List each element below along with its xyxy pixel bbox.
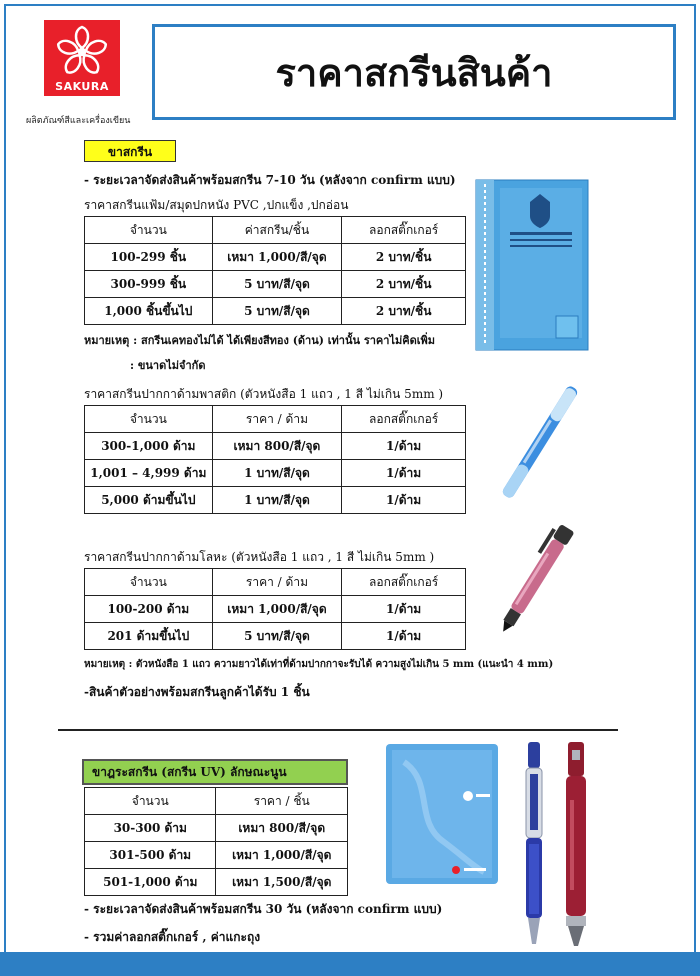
table-row — [85, 487, 466, 514]
section-divider — [58, 729, 618, 731]
table-row — [85, 869, 348, 896]
table-cell: 2 บาท/ชิ้น — [342, 298, 466, 325]
table-header-row — [85, 406, 466, 433]
column-header: ราคา / ด้าม — [212, 406, 342, 433]
table-row — [85, 244, 466, 271]
uv-lead-time: - ระยะเวลาจัดส่งสินค้าพร้อมสกรีน 30 วัน (หลังจาก confirm แบบ) — [84, 902, 443, 916]
note-size: : ขนาดไม่จำกัด — [130, 359, 206, 372]
table-cell: 301-500 ด้าม — [85, 842, 216, 869]
red-pen-image — [560, 740, 592, 948]
plastic-pen-heading: ราคาสกรีนปากกาด้ามพาสติก (ตัวหนังสือ 1 แถว , 1 สี ไม่เกิน 5mm ) — [84, 387, 444, 401]
table-cell: 1 บาท/สี/จุด — [212, 460, 342, 487]
notebook-image — [384, 742, 500, 886]
table-row — [85, 623, 466, 650]
note-text-size: หมายเหตุ : ตัวหนังสือ 1 แถว ความยาวได้เท่าที่ด้ามปากกาจะรับได้ ความสูงไม่เกิน 5 mm (แนะนำ 4 mm) — [84, 659, 554, 670]
table-cell: 2 บาท/ชิ้น — [342, 271, 466, 298]
table-cell: 5 บาท/สี/จุด — [212, 298, 342, 325]
table-cell: 100-299 ชิ้น — [85, 244, 213, 271]
table-cell: 1 บาท/สี/จุด — [212, 487, 342, 514]
table-cell: 5,000 ด้ามขึ้นไป — [85, 487, 213, 514]
table-row — [85, 842, 348, 869]
blue-pen-image — [520, 740, 548, 948]
table-cell: 1/ด้าม — [342, 596, 466, 623]
table-cell: 501-1,000 ด้าม — [85, 869, 216, 896]
table-row — [85, 433, 466, 460]
metal-pen-image — [474, 512, 598, 646]
footer-bar — [0, 952, 700, 976]
column-header: ลอกสติ๊กเกอร์ — [342, 406, 466, 433]
column-header: จำนวน — [85, 406, 213, 433]
table-row — [85, 815, 348, 842]
plastic-pen-price-table — [84, 405, 466, 514]
uv-price-table — [84, 787, 348, 896]
brand-caption: ผลิตภัณฑ์สีและเครื่องเขียน — [26, 116, 131, 126]
table-cell: เหมา 800/สี/จุด — [216, 815, 348, 842]
table-cell: เหมา 800/สี/จุด — [212, 433, 342, 460]
table-row — [85, 596, 466, 623]
table-cell: 201 ด้ามขึ้นไป — [85, 623, 213, 650]
folder-heading: ราคาสกรีนแฟ้ม/สมุดปกหนัง PVC ,ปกแข็ง ,ปกอ่อน — [84, 198, 349, 212]
column-header: ลอกสติ๊กเกอร์ — [342, 217, 466, 244]
column-header: ค่าสกรีน/ชิ้น — [212, 217, 342, 244]
title-box — [152, 24, 676, 120]
column-header: จำนวน — [85, 217, 213, 244]
table-cell: 1/ด้าม — [342, 487, 466, 514]
table-cell: 1/ด้าม — [342, 460, 466, 487]
uv-extra-note: - รวมค่าลอกสติ๊กเกอร์ , ค่าแกะถุง — [84, 930, 261, 944]
table-row — [85, 271, 466, 298]
table-cell: 30-300 ด้าม — [85, 815, 216, 842]
sample-note: -สินค้าตัวอย่างพร้อมสกรีนลูกค้าได้รับ 1 ชิ้น — [84, 685, 310, 699]
screen-type-tag: ขาสกรีน — [84, 140, 176, 162]
table-cell: เหมา 1,500/สี/จุด — [216, 869, 348, 896]
column-header: ราคา / ด้าม — [212, 569, 342, 596]
folder-price-table — [84, 216, 466, 325]
table-cell: 5 บาท/สี/จุด — [212, 271, 342, 298]
table-cell: 5 บาท/สี/จุด — [212, 623, 342, 650]
sakura-logo — [44, 20, 120, 96]
page-title: ราคาสกรีนสินค้า — [275, 50, 553, 95]
brand-name: SAKURA — [55, 80, 109, 93]
table-cell: 1,000 ชิ้นขึ้นไป — [85, 298, 213, 325]
folder-product-image — [470, 176, 592, 356]
table-cell: 1/ด้าม — [342, 433, 466, 460]
table-row — [85, 298, 466, 325]
table-header-row — [85, 217, 466, 244]
table-cell: เหมา 1,000/สี/จุด — [212, 244, 342, 271]
metal-pen-heading: ราคาสกรีนปากกาด้ามโลหะ (ตัวหนังสือ 1 แถว , 1 สี ไม่เกิน 5mm ) — [84, 550, 435, 564]
table-header-row — [85, 569, 466, 596]
column-header: จำนวน — [85, 569, 213, 596]
metal-pen-price-table — [84, 568, 466, 650]
table-cell: 300-999 ชิ้น — [85, 271, 213, 298]
column-header: จำนวน — [85, 788, 216, 815]
column-header: ราคา / ชิ้น — [216, 788, 348, 815]
uv-screen-tag: ขาฎระสกรีน (สกรีน UV) ลักษณะนูน — [82, 759, 348, 785]
note-gold: หมายเหตุ : สกรีนเคทองไม่ได้ ได้เพียงสีทอง (ด้าน) เท่านั้น ราคาไม่คิดเพิ่ม — [84, 334, 436, 347]
table-cell: 300-1,000 ด้าม — [85, 433, 213, 460]
table-cell: 1/ด้าม — [342, 623, 466, 650]
lead-time-text: - ระยะเวลาจัดส่งสินค้าพร้อมสกรีน 7-10 วัน (หลังจาก confirm แบบ) — [84, 173, 456, 187]
table-row — [85, 460, 466, 487]
table-cell: เหมา 1,000/สี/จุด — [216, 842, 348, 869]
table-cell: เหมา 1,000/สี/จุด — [212, 596, 342, 623]
table-header-row — [85, 788, 348, 815]
column-header: ลอกสติ๊กเกอร์ — [342, 569, 466, 596]
table-cell: 100-200 ด้าม — [85, 596, 213, 623]
plastic-pen-image — [474, 374, 606, 510]
table-cell: 1,001 – 4,999 ด้าม — [85, 460, 213, 487]
table-cell: 2 บาท/ชิ้น — [342, 244, 466, 271]
